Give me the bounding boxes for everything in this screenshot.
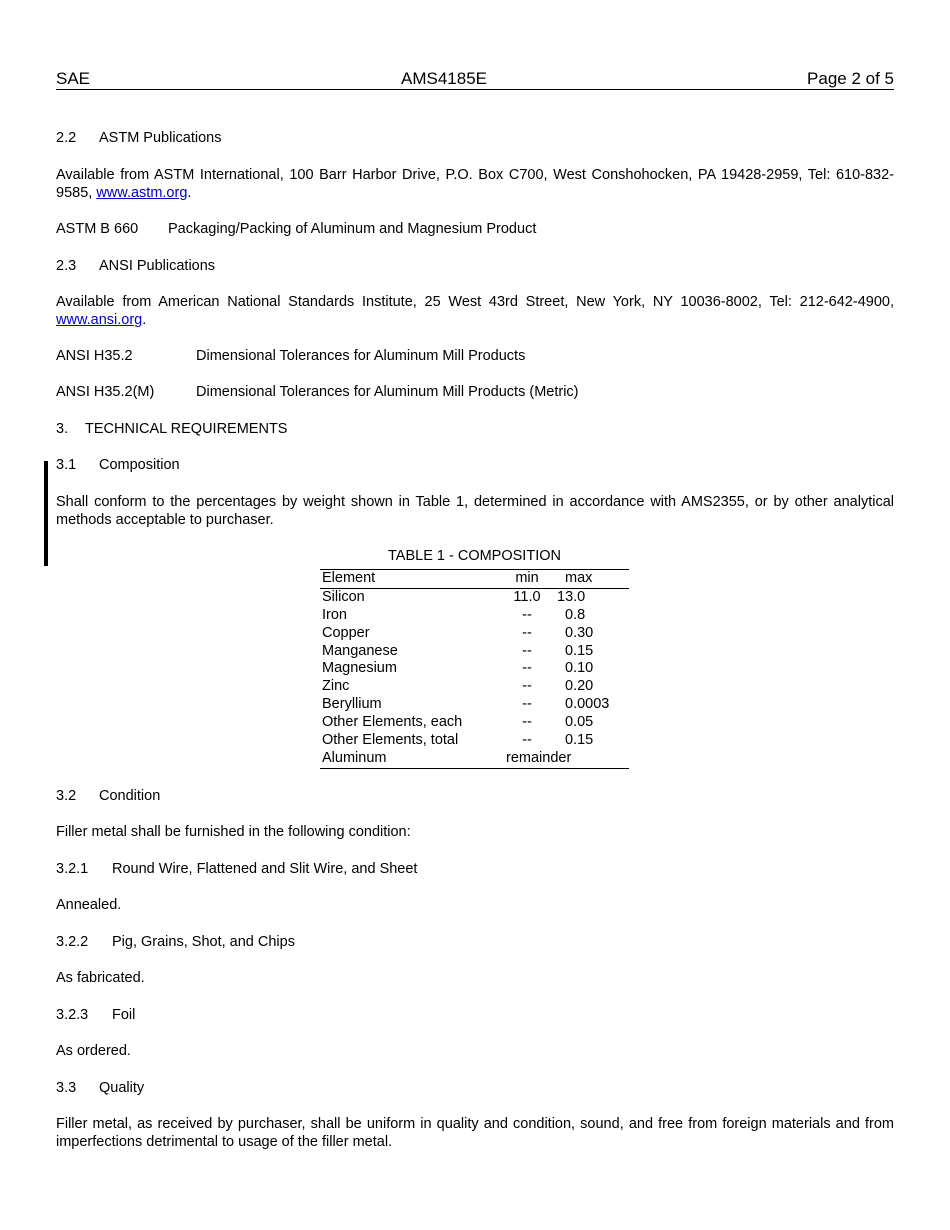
section-title: Condition — [99, 788, 161, 804]
cell-element: Zinc — [322, 678, 350, 695]
section-3-1-heading — [56, 456, 180, 474]
section-3-1-text: Shall conform to the percentages by weight shown in Table 1, determined in accordance with AMS2355, or by other analytical methods acceptable to purchaser. — [56, 494, 894, 528]
cell-max: 0.15 — [565, 642, 594, 659]
section-3-heading — [56, 420, 287, 438]
section-title: ASTM Publications — [99, 130, 222, 146]
reference-title: Dimensional Tolerances for Aluminum Mill Products (Metric) — [196, 384, 579, 400]
section-title: Pig, Grains, Shot, and Chips — [112, 934, 295, 950]
reference-title: Dimensional Tolerances for Aluminum Mill Products — [196, 348, 526, 364]
section-3-2-3-text: As ordered. — [56, 1043, 131, 1059]
section-number: 3.1 — [56, 457, 77, 473]
header-min: min — [515, 570, 539, 586]
section-title: ANSI Publications — [99, 258, 216, 274]
table-row — [320, 643, 629, 661]
cell-min: 11.0 — [513, 588, 541, 605]
section-title: Round Wire, Flattened and Slit Wire, and Sheet — [112, 861, 418, 877]
page-header — [56, 69, 894, 90]
cell-max: 0.0003 — [565, 696, 610, 713]
section-3-2-text: Filler metal shall be furnished in the following condition: — [56, 824, 411, 840]
section-number: 3.2.1 — [56, 861, 89, 877]
section-2-3-heading — [56, 257, 215, 275]
cell-min: -- — [522, 624, 532, 641]
table-row — [320, 696, 629, 714]
section-number: 2.3 — [56, 258, 77, 274]
section-number: 3.2.3 — [56, 1007, 89, 1023]
section-title: Foil — [112, 1007, 136, 1023]
astm-link[interactable]: www.astm.org — [96, 185, 188, 201]
revision-change-bar — [44, 461, 48, 566]
cell-element: Magnesium — [322, 660, 397, 677]
cell-max: 13.0 — [557, 588, 586, 605]
cell-min: -- — [522, 642, 532, 659]
reference-code: ANSI H35.2(M) — [56, 384, 155, 400]
cell-element: Other Elements, each — [322, 714, 463, 731]
cell-element: Copper — [322, 624, 370, 641]
section-3-2-2-heading — [56, 933, 295, 951]
section-number: 2.2 — [56, 130, 77, 146]
section-3-2-heading — [56, 787, 160, 805]
cell-remainder: remainder — [506, 749, 572, 766]
section-3-3-text: Filler metal, as received by purchaser, shall be uniform in quality and condition, sound, and free from foreign materials and from imperfections detrimental to usage of the filler metal. — [56, 1116, 894, 1150]
header-element: Element — [322, 570, 376, 586]
cell-element: Other Elements, total — [322, 732, 459, 749]
cell-max: 0.20 — [565, 678, 594, 695]
table-row-remainder — [320, 750, 629, 768]
section-3-2-1-text: Annealed. — [56, 897, 122, 913]
section-3-2-3-heading — [56, 1006, 135, 1024]
header-org: SAE — [56, 69, 91, 88]
cell-max: 0.05 — [565, 714, 594, 731]
reference-code: ANSI H35.2 — [56, 348, 133, 364]
cell-element: Silicon — [322, 588, 365, 605]
period: . — [142, 312, 147, 328]
section-3-2-1-heading — [56, 860, 417, 878]
cell-max: 0.15 — [565, 732, 594, 749]
section-number: 3.2.2 — [56, 934, 89, 950]
cell-max: 0.10 — [565, 660, 594, 677]
table-row — [320, 625, 629, 643]
section-2-3-availability — [56, 293, 894, 329]
header-max: max — [565, 570, 593, 586]
availability-text: Available from ASTM International, 100 Barr Harbor Drive, P.O. Box C700, West Conshohocken, PA 19428-2959, Tel: 610-832-9585, — [56, 167, 894, 201]
cell-element: Manganese — [322, 642, 398, 659]
section-2-2-heading — [56, 129, 222, 147]
table-row — [320, 589, 629, 607]
cell-max: 0.30 — [565, 624, 594, 641]
table-row — [320, 714, 629, 732]
section-title: Quality — [99, 1080, 145, 1096]
cell-max: 0.8 — [565, 606, 586, 623]
section-number: 3.2 — [56, 788, 77, 804]
table-header-row — [320, 570, 629, 589]
table-row — [320, 607, 629, 625]
availability-text: Available from American National Standards Institute, 25 West 43rd Street, New York, NY 10036-8002, Tel: 212-642-4900, — [56, 294, 894, 310]
reference-astm-b660 — [56, 220, 536, 238]
composition-table — [320, 569, 629, 769]
header-doc-number: AMS4185E — [401, 69, 487, 88]
reference-ansi-h35-2 — [56, 347, 525, 365]
cell-element: Beryllium — [322, 696, 382, 713]
cell-min: -- — [522, 714, 532, 731]
reference-code: ASTM B 660 — [56, 221, 139, 237]
cell-min: -- — [522, 732, 532, 749]
header-page-number: Page 2 of 5 — [807, 69, 894, 88]
cell-element: Iron — [322, 606, 347, 623]
section-2-2-availability — [56, 166, 894, 202]
table-row — [320, 678, 629, 696]
table-row — [320, 732, 629, 750]
reference-ansi-h35-2m — [56, 383, 579, 401]
section-number: 3. — [56, 421, 69, 437]
period: . — [187, 185, 192, 201]
section-title: TECHNICAL REQUIREMENTS — [85, 421, 288, 437]
section-3-2-2-text: As fabricated. — [56, 970, 145, 986]
table-row — [320, 660, 629, 678]
section-3-3-heading — [56, 1079, 144, 1097]
ansi-link[interactable]: www.ansi.org — [56, 312, 143, 328]
cell-min: -- — [522, 678, 532, 695]
section-number: 3.3 — [56, 1080, 77, 1096]
table-caption: TABLE 1 - COMPOSITION — [388, 548, 561, 564]
cell-min: -- — [522, 606, 532, 623]
section-title: Composition — [99, 457, 180, 473]
cell-min: -- — [522, 660, 532, 677]
reference-title: Packaging/Packing of Aluminum and Magnesium Product — [168, 221, 537, 237]
cell-element: Aluminum — [322, 749, 387, 766]
cell-min: -- — [522, 696, 532, 713]
